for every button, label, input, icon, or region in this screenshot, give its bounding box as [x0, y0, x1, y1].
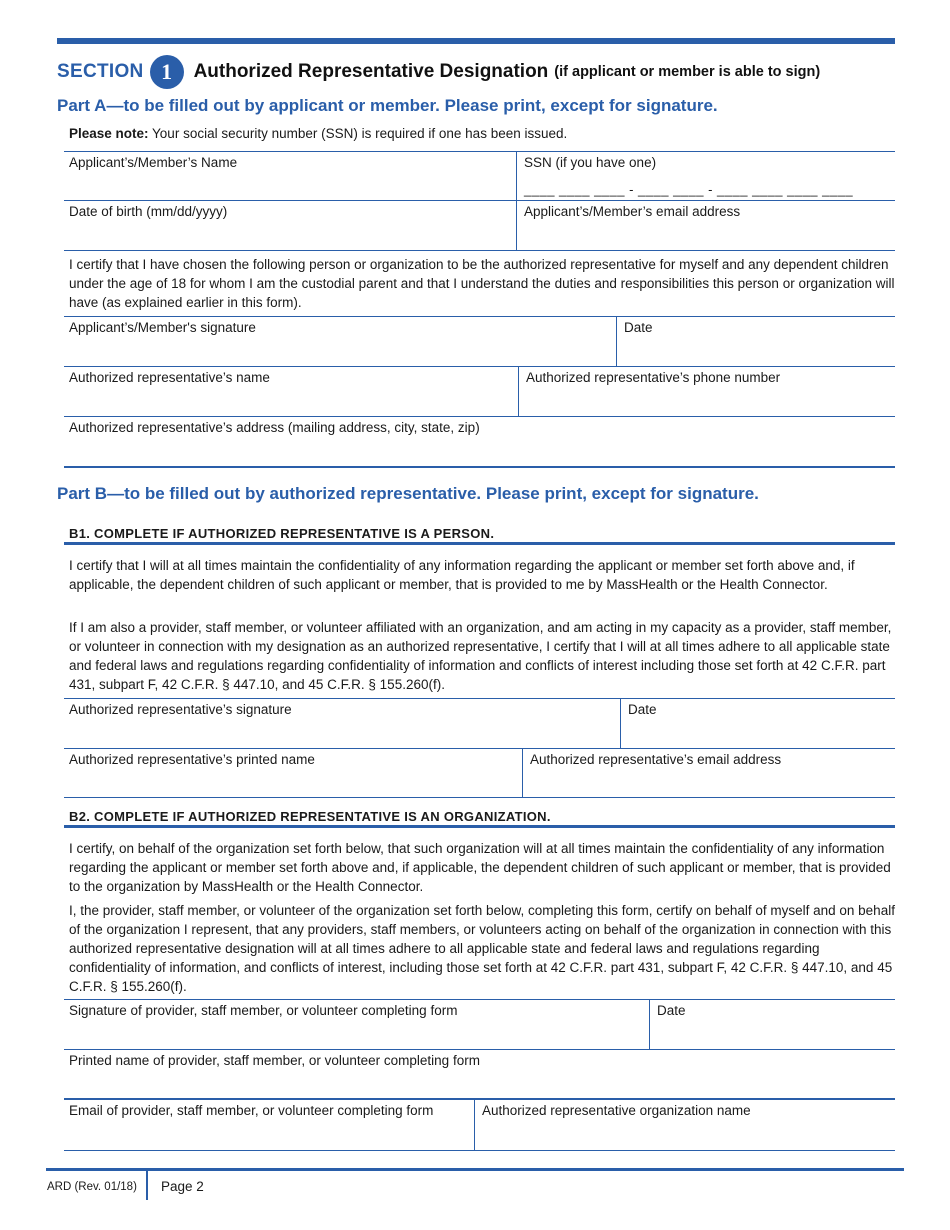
b2-email-field[interactable]: [64, 1100, 475, 1150]
ssn-blanks: ____ ____ ____ - ____ ____ - ____ ____ ____ ____: [524, 182, 854, 197]
top-rule: [57, 38, 895, 44]
ssn-note: [69, 126, 567, 141]
b2-rule: [64, 825, 895, 828]
part-a-certify-text: I certify that I have chosen the following person or organization to be the authorized representative for myself and any dependent children under the age of 18 for whom I am the custodial parent and that I understand the duties and responsibilities this person or organization will have (as explained earlier in this form).: [69, 257, 895, 310]
part-b-heading: Part B—to be filled out by authorized representative. Please print, except for signature.: [57, 484, 759, 503]
applicant-email-field[interactable]: [516, 201, 895, 251]
b1-email-field[interactable]: [522, 749, 895, 798]
b1-signature-label: Authorized representative’s signature: [69, 702, 292, 717]
b2-signature-label: Signature of provider, staff member, or volunteer completing form: [69, 1003, 458, 1018]
section-header: [57, 56, 820, 88]
ssn-label: SSN (if you have one): [524, 155, 657, 170]
b1-para-2: If I am also a provider, staff member, or volunteer affiliated with an organization, and am acting in my capacity as a provider, staff member, or volunteer in connection with my designation as an authorized representative, I certify that I will at all times adhere to all applicable state and federal laws and regulations regarding confidentiality of information and conflicts of interest including those set forth at 42 C.F.R. part 431, subpart F, 42 C.F.R. § 447.10, and 45 C.F.R. § 155.260(f).: [69, 620, 892, 692]
ssn-note-label: Please note:: [69, 126, 149, 141]
rep-address-label: Authorized representative’s address (mailing address, city, state, zip): [69, 420, 480, 435]
form-row-name-ssn: [64, 151, 895, 201]
form-row-rep-name: [64, 366, 895, 417]
footer-divider: [146, 1170, 148, 1200]
rep-phone-label: Authorized representative’s phone number: [526, 370, 781, 385]
b1-heading: B1. COMPLETE IF AUTHORIZED REPRESENTATIVE IS A PERSON.: [69, 526, 495, 541]
rep-address-field[interactable]: [64, 417, 895, 466]
b1-printed-name-label: Authorized representative’s printed name: [69, 752, 315, 767]
b1-printed-name-field[interactable]: [64, 749, 523, 798]
part-a-heading: Part A—to be filled out by applicant or member. Please print, except for signature.: [57, 96, 718, 115]
form-row-rep-address: [64, 416, 895, 468]
form-row-b2-printed-name: [64, 1049, 895, 1099]
b2-email-label: Email of provider, staff member, or volunteer completing form: [69, 1103, 434, 1118]
form-row-dob-email: [64, 200, 895, 251]
b2-printed-name-field[interactable]: [64, 1050, 895, 1099]
form-row-b2-signature: [64, 999, 895, 1050]
b2-top-rule: [64, 797, 895, 798]
form-row-b1-name: [64, 748, 895, 798]
b1-email-label: Authorized representative’s email address: [530, 752, 782, 767]
form-code: ARD (Rev. 01/18): [47, 1181, 137, 1193]
ssn-note-text: Your social security number (SSN) is required if one has been issued.: [148, 126, 568, 141]
section-number-badge: 1: [150, 55, 184, 89]
certify-rule: [64, 250, 895, 251]
form-row-signature: [64, 316, 895, 367]
b2-heading: B2. COMPLETE IF AUTHORIZED REPRESENTATIVE IS AN ORGANIZATION.: [69, 809, 551, 824]
applicant-date-field[interactable]: [616, 317, 895, 367]
rep-name-label: Authorized representative’s name: [69, 370, 270, 385]
b2-para-2: I, the provider, staff member, or volunteer of the organization set forth below, completing this form, certify on behalf of myself and on behalf of the organization I represent, that any providers, staff members, or volunteers acting on behalf of the organization in connection with this authorized representative designation will at all times adhere to all applicable state and federal laws and regulations regarding confidentiality of information, and conflicts of interest, including those set forth at 42 C.F.R. part 431, subpart F, 42 C.F.R. § 447.10, and 45 C.F.R. § 155.260(f).: [69, 903, 895, 994]
dob-field[interactable]: [64, 201, 517, 251]
b2-date-field[interactable]: [649, 1000, 895, 1050]
rep-phone-field[interactable]: [518, 367, 895, 417]
b2-signature-field[interactable]: [64, 1000, 650, 1050]
b1-date-label: Date: [628, 702, 657, 717]
section-title: Authorized Representative Designation: [193, 61, 549, 82]
footer-rule: [46, 1168, 904, 1171]
b1-para-1: I certify that I will at all times maintain the confidentiality of any information regarding the applicant or member set forth above and, if applicable, the dependent children of such applicant or member, that is provided to me by MassHealth or the Health Connector.: [69, 558, 855, 592]
page-number: Page 2: [161, 1179, 204, 1194]
applicant-name-field[interactable]: [64, 152, 517, 201]
applicant-signature-label: Applicant’s/Member's signature: [69, 320, 256, 335]
form-row-b2-email-org: [64, 1098, 895, 1151]
b2-org-name-field[interactable]: [474, 1100, 895, 1150]
b1-signature-field[interactable]: [64, 699, 621, 749]
form-row-b1-signature: [64, 698, 895, 749]
ssn-field[interactable]: [516, 152, 895, 201]
dob-label: Date of birth (mm/dd/yyyy): [69, 204, 228, 219]
section-label: SECTION: [57, 61, 144, 82]
b1-date-field[interactable]: [620, 699, 895, 749]
rep-name-field[interactable]: [64, 367, 519, 417]
applicant-name-label: Applicant’s/Member’s Name: [69, 155, 238, 170]
b2-org-name-label: Authorized representative organization name: [482, 1103, 751, 1118]
applicant-email-label: Applicant’s/Member’s email address: [524, 204, 741, 219]
applicant-signature-field[interactable]: [64, 317, 617, 367]
applicant-date-label: Date: [624, 320, 653, 335]
b2-printed-name-label: Printed name of provider, staff member, or volunteer completing form: [69, 1053, 480, 1068]
section-subtitle: (if applicant or member is able to sign): [554, 64, 821, 80]
b2-date-label: Date: [657, 1003, 686, 1018]
b2-para-1: I certify, on behalf of the organization set forth below, that such organization will at all times maintain the confidentiality of any information regarding the applicant or member set forth above and, if applicable, the dependent children of such applicant or member, that is provided to the organization by MassHealth or the Health Connector.: [69, 841, 891, 894]
b1-rule: [64, 542, 895, 545]
